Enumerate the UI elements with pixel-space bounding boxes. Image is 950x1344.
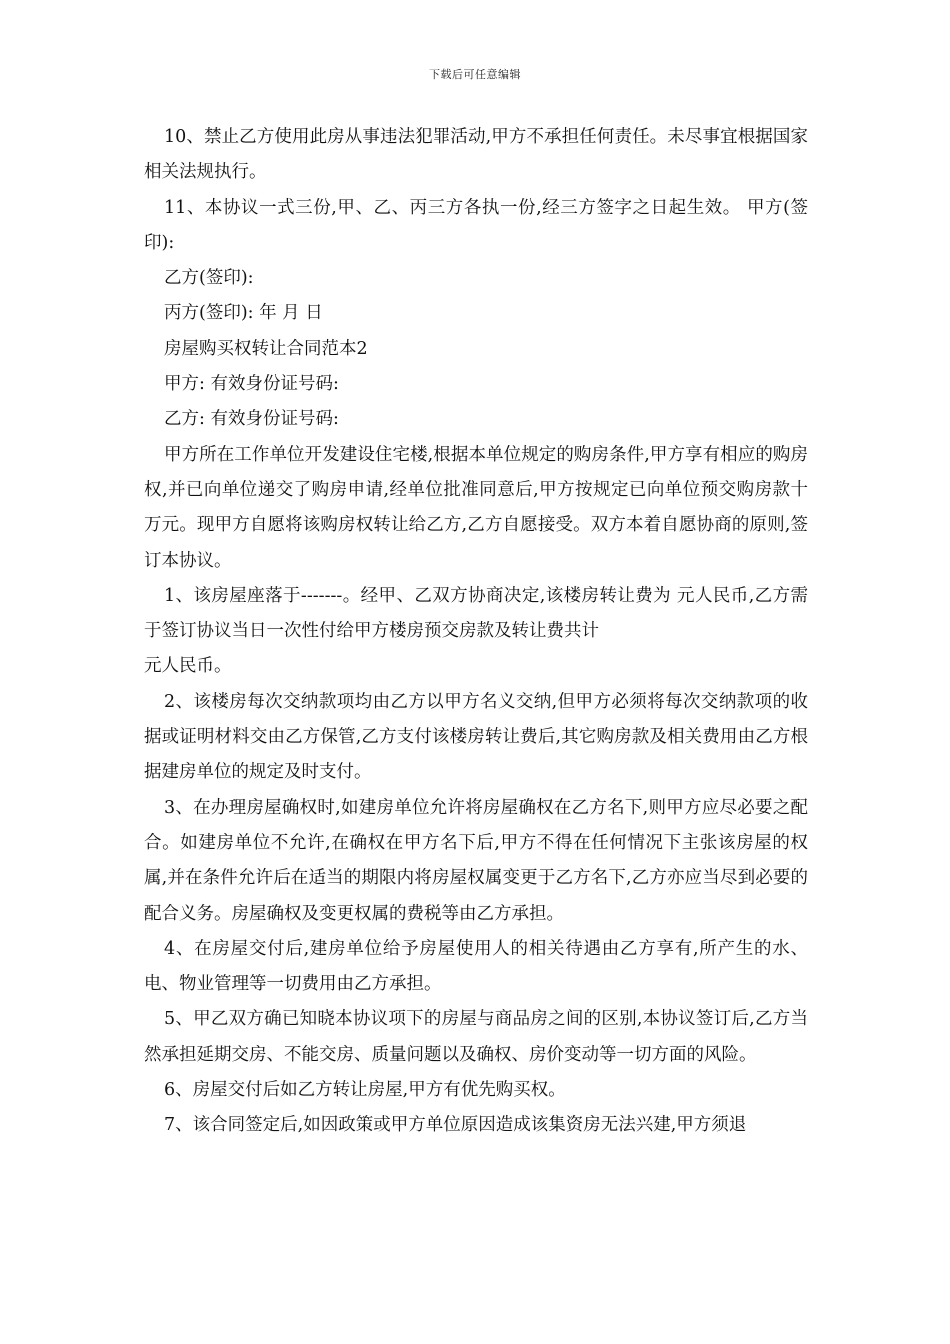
clause-1: 1、该房屋座落于-------。经甲、乙双方协商决定,该楼房转让费为 元人民币,乙方需于签订协议当日一次性付给甲方楼房预交房款及转让费共计 [144,585,808,642]
signature-party-c: 丙方(签印): 年 月 日 [164,303,323,324]
clause-10: 10、禁止乙方使用此房从事违法犯罪活动,甲方不承担任何责任。未尽事宜根据国家相关法规执行。 [144,127,808,183]
clause-1-continuation: 元人民币。 [144,656,232,677]
clause-6: 6、房屋交付后如乙方转让房屋,甲方有优先购买权。 [164,1080,566,1101]
signature-party-b: 乙方(签印): [164,268,254,289]
clause-4: 4、在房屋交付后,建房单位给予房屋使用人的相关待遇由乙方享有,所产生的水、电、物业管理等一切费用由乙方承担。 [144,938,808,995]
document-body [144,120,808,1144]
page-header: 下载后可任意编辑 [429,68,521,81]
preamble-paragraph: 甲方所在工作单位开发建设住宅楼,根据本单位规定的购房条件,甲方享有相应的购房权,并已向单位递交了购房申请,经单位批准同意后,甲方按规定已向单位预交购房款十万元。现甲方自愿将该购房权转让给乙方,乙方自愿接受。双方本着自愿协商的原则,签订本协议。 [144,444,808,571]
clause-3: 3、在办理房屋确权时,如建房单位允许将房屋确权在乙方名下,则甲方应尽必要之配合。如建房单位不允许,在确权在甲方名下后,甲方不得在任何情况下主张该房屋的权属,并在条件允许后在适当的期限内将房屋权属变更于乙方名下,乙方亦应当尽到必要的配合义务。房屋确权及变更权属的费税等由乙方承担。 [144,797,808,924]
party-b-id: 乙方: 有效身份证号码: [164,409,339,430]
clause-5: 5、甲乙双方确已知晓本协议项下的房屋与商品房之间的区别,本协议签订后,乙方当然承担延期交房、不能交房、质量问题以及确权、房价变动等一切方面的风险。 [144,1009,808,1065]
clause-2: 2、该楼房每次交纳款项均由乙方以甲方名义交纳,但甲方必须将每次交纳款项的收据或证明材料交由乙方保管,乙方支付该楼房转让费后,其它购房款及相关费用由乙方根据建房单位的规定及时支付。 [144,691,808,783]
party-a-id: 甲方: 有效身份证号码: [164,374,339,395]
clause-11: 11、本协议一式三份,甲、乙、丙三方各执一份,经三方签字之日起生效。 甲方(签印): [144,197,808,253]
contract-title-2: 房屋购买权转让合同范本2 [164,338,368,359]
clause-7: 7、该合同签定后,如因政策或甲方单位原因造成该集资房无法兴建,甲方须退 [164,1115,747,1136]
